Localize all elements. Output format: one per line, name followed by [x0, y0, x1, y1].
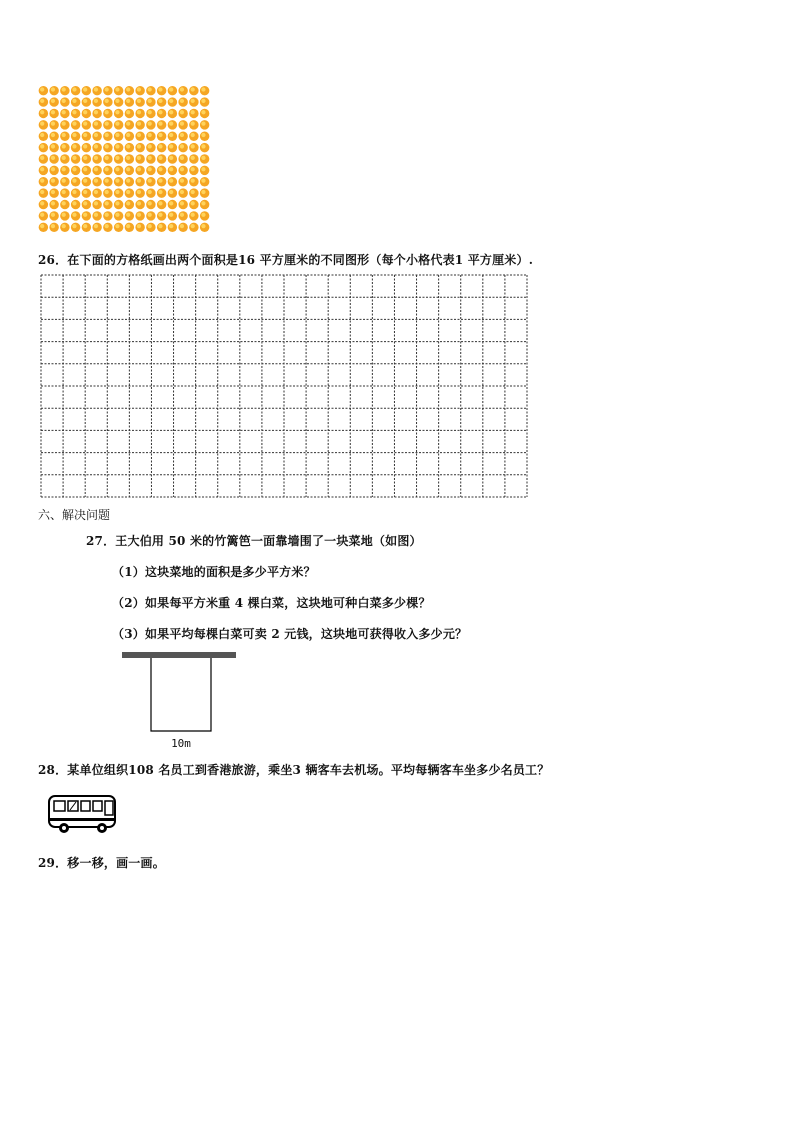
dot-highlight — [180, 99, 184, 103]
dot-highlight — [83, 190, 87, 194]
dot-highlight — [148, 201, 152, 205]
dot-highlight — [83, 87, 87, 91]
dot-highlight — [191, 201, 195, 205]
dot-highlight — [148, 99, 152, 103]
dot-highlight — [83, 99, 87, 103]
bus-image — [47, 793, 119, 835]
dot-highlight — [105, 224, 109, 228]
dot-highlight — [72, 110, 76, 114]
question-26: 26．在下面的方格纸画出两个面积是16 平方厘米的不同图形（每个小格代表1 平方厘米）. — [38, 253, 534, 267]
dot-highlight — [148, 144, 152, 148]
dot-highlight — [94, 144, 98, 148]
dot-highlight — [72, 122, 76, 126]
question-28: 28．某单位组织108 名员工到香港旅游，乘坐3 辆客车去机场。平均每辆客车坐多少名员工？ — [38, 763, 550, 777]
dot-highlight — [137, 213, 141, 217]
dot-highlight — [115, 87, 119, 91]
dot-highlight — [201, 201, 205, 205]
dot-highlight — [72, 213, 76, 217]
dot-highlight — [126, 110, 130, 114]
dot-highlight — [62, 99, 66, 103]
dot-highlight — [83, 122, 87, 126]
dot-highlight — [115, 99, 119, 103]
dot-highlight — [105, 201, 109, 205]
dot-highlight — [115, 133, 119, 137]
dot-highlight — [191, 144, 195, 148]
dot-highlight — [94, 213, 98, 217]
dot-highlight — [62, 190, 66, 194]
dot-highlight — [40, 167, 44, 171]
dot-highlight — [180, 178, 184, 182]
dot-highlight — [40, 133, 44, 137]
dot-highlight — [105, 99, 109, 103]
dot-highlight — [158, 110, 162, 114]
dot-highlight — [158, 178, 162, 182]
section-heading: 六、解决问题 — [38, 508, 111, 522]
dot-highlight — [191, 99, 195, 103]
dot-highlight — [180, 122, 184, 126]
dot-highlight — [137, 144, 141, 148]
dot-highlight — [148, 178, 152, 182]
dot-highlight — [148, 190, 152, 194]
dot-array-image — [38, 85, 210, 233]
wall — [122, 652, 236, 658]
dot-highlight — [62, 224, 66, 228]
dot-highlight — [137, 224, 141, 228]
dot-highlight — [180, 224, 184, 228]
dot-highlight — [94, 201, 98, 205]
dot-highlight — [180, 213, 184, 217]
dot-highlight — [40, 178, 44, 182]
dot-highlight — [169, 167, 173, 171]
dot-highlight — [191, 133, 195, 137]
dot-highlight — [105, 110, 109, 114]
dot-highlight — [180, 133, 184, 137]
dot-highlight — [83, 110, 87, 114]
dot-highlight — [158, 201, 162, 205]
dot-highlight — [51, 224, 55, 228]
dot-highlight — [40, 224, 44, 228]
dot-highlight — [137, 133, 141, 137]
dot-highlight — [72, 144, 76, 148]
dot-highlight — [62, 87, 66, 91]
dot-highlight — [148, 167, 152, 171]
dot-highlight — [158, 167, 162, 171]
dot-highlight — [72, 224, 76, 228]
dot-highlight — [201, 99, 205, 103]
dot-highlight — [40, 122, 44, 126]
dot-highlight — [137, 190, 141, 194]
dot-highlight — [201, 190, 205, 194]
dot-highlight — [169, 133, 173, 137]
dot-highlight — [137, 110, 141, 114]
dot-highlight — [191, 122, 195, 126]
dot-highlight — [169, 224, 173, 228]
dot-highlight — [148, 87, 152, 91]
dot-highlight — [105, 213, 109, 217]
dot-highlight — [94, 190, 98, 194]
dot-highlight — [51, 201, 55, 205]
dot-highlight — [169, 178, 173, 182]
dot-highlight — [126, 201, 130, 205]
dot-highlight — [40, 87, 44, 91]
dot-highlight — [72, 167, 76, 171]
dot-highlight — [126, 156, 130, 160]
dot-highlight — [191, 156, 195, 160]
dot-highlight — [137, 99, 141, 103]
dot-highlight — [40, 156, 44, 160]
dot-highlight — [126, 167, 130, 171]
dot-highlight — [201, 178, 205, 182]
dot-highlight — [201, 213, 205, 217]
dot-highlight — [40, 201, 44, 205]
dot-highlight — [105, 122, 109, 126]
dot-highlight — [115, 190, 119, 194]
dot-highlight — [126, 122, 130, 126]
dot-highlight — [83, 178, 87, 182]
dot-highlight — [126, 190, 130, 194]
dot-highlight — [94, 87, 98, 91]
dot-highlight — [115, 156, 119, 160]
dot-highlight — [201, 133, 205, 137]
dot-highlight — [83, 167, 87, 171]
dot-highlight — [83, 133, 87, 137]
dot-highlight — [105, 167, 109, 171]
dot-highlight — [62, 201, 66, 205]
dot-highlight — [83, 201, 87, 205]
graph-paper-grid — [40, 274, 528, 498]
dot-highlight — [169, 87, 173, 91]
dot-highlight — [126, 87, 130, 91]
fence-outline — [151, 658, 211, 731]
dot-highlight — [201, 144, 205, 148]
dot-highlight — [180, 110, 184, 114]
dot-highlight — [105, 87, 109, 91]
dot-highlight — [40, 213, 44, 217]
garden-figure — [118, 650, 242, 752]
garden-side-length-label: 10m — [171, 737, 191, 750]
dot-highlight — [158, 133, 162, 137]
dot-highlight — [83, 224, 87, 228]
dot-highlight — [158, 87, 162, 91]
dot-highlight — [126, 99, 130, 103]
dot-highlight — [83, 213, 87, 217]
dot-highlight — [62, 122, 66, 126]
dot-highlight — [62, 167, 66, 171]
dot-highlight — [169, 156, 173, 160]
dot-highlight — [105, 156, 109, 160]
dot-highlight — [51, 110, 55, 114]
dot-highlight — [105, 133, 109, 137]
dot-highlight — [137, 201, 141, 205]
question-29: 29．移一移，画一画。 — [38, 856, 165, 870]
dot-highlight — [191, 87, 195, 91]
dot-highlight — [169, 110, 173, 114]
dot-highlight — [51, 87, 55, 91]
dot-highlight — [62, 144, 66, 148]
dot-highlight — [191, 213, 195, 217]
dot-highlight — [62, 156, 66, 160]
dot-highlight — [137, 122, 141, 126]
dot-highlight — [51, 156, 55, 160]
dot-highlight — [72, 190, 76, 194]
dot-highlight — [72, 99, 76, 103]
dot-highlight — [148, 156, 152, 160]
dot-highlight — [158, 190, 162, 194]
dot-highlight — [180, 190, 184, 194]
dot-highlight — [51, 167, 55, 171]
dot-highlight — [40, 144, 44, 148]
dot-highlight — [180, 144, 184, 148]
dot-highlight — [201, 224, 205, 228]
dot-highlight — [201, 110, 205, 114]
dot-highlight — [169, 213, 173, 217]
dot-highlight — [94, 224, 98, 228]
dot-highlight — [158, 99, 162, 103]
dot-highlight — [83, 144, 87, 148]
dot-highlight — [115, 167, 119, 171]
dot-highlight — [72, 156, 76, 160]
dot-highlight — [126, 213, 130, 217]
dot-highlight — [148, 110, 152, 114]
dot-highlight — [180, 201, 184, 205]
dot-highlight — [40, 190, 44, 194]
dot-highlight — [51, 213, 55, 217]
dot-highlight — [201, 87, 205, 91]
dot-highlight — [105, 190, 109, 194]
question-27: 27．王大伯用 50 米的竹篱笆一面靠墙围了一块菜地（如图） — [86, 534, 422, 548]
dot-highlight — [51, 190, 55, 194]
dot-highlight — [94, 99, 98, 103]
dot-highlight — [148, 133, 152, 137]
dot-highlight — [169, 201, 173, 205]
question-27-part-2: （2）如果每平方米重 4 棵白菜，这块地可种白菜多少棵？ — [112, 596, 431, 610]
dot-highlight — [72, 133, 76, 137]
dot-highlight — [126, 224, 130, 228]
dot-highlight — [105, 144, 109, 148]
dot-highlight — [201, 156, 205, 160]
dot-highlight — [94, 133, 98, 137]
dot-highlight — [169, 144, 173, 148]
dot-highlight — [72, 201, 76, 205]
dot-highlight — [158, 213, 162, 217]
dot-highlight — [51, 178, 55, 182]
dot-highlight — [115, 144, 119, 148]
dot-highlight — [158, 224, 162, 228]
dot-highlight — [180, 156, 184, 160]
dot-highlight — [40, 110, 44, 114]
dot-highlight — [115, 224, 119, 228]
dot-highlight — [158, 156, 162, 160]
dot-highlight — [40, 99, 44, 103]
dot-highlight — [51, 122, 55, 126]
dot-highlight — [169, 190, 173, 194]
dot-highlight — [148, 224, 152, 228]
dot-highlight — [191, 224, 195, 228]
dot-highlight — [62, 110, 66, 114]
dot-highlight — [158, 122, 162, 126]
dot-highlight — [126, 178, 130, 182]
dot-highlight — [62, 178, 66, 182]
dot-highlight — [51, 133, 55, 137]
dot-highlight — [94, 156, 98, 160]
question-27-part-3: （3）如果平均每棵白菜可卖 2 元钱，这块地可获得收入多少元？ — [112, 627, 468, 641]
dot-highlight — [115, 213, 119, 217]
dot-highlight — [137, 156, 141, 160]
dot-highlight — [72, 178, 76, 182]
dot-highlight — [148, 213, 152, 217]
dot-highlight — [62, 133, 66, 137]
dot-highlight — [137, 178, 141, 182]
dot-highlight — [169, 122, 173, 126]
dot-highlight — [105, 178, 109, 182]
dot-highlight — [51, 144, 55, 148]
dot-highlight — [148, 122, 152, 126]
question-27-part-1: （1）这块菜地的面积是多少平方米？ — [112, 565, 316, 579]
dot-highlight — [137, 167, 141, 171]
dot-highlight — [115, 110, 119, 114]
dot-highlight — [115, 201, 119, 205]
dot-highlight — [51, 99, 55, 103]
dot-highlight — [72, 87, 76, 91]
dot-highlight — [126, 144, 130, 148]
dot-highlight — [191, 167, 195, 171]
dot-highlight — [94, 122, 98, 126]
dot-highlight — [201, 122, 205, 126]
dot-highlight — [94, 178, 98, 182]
dot-highlight — [126, 133, 130, 137]
dot-highlight — [94, 167, 98, 171]
dot-highlight — [158, 144, 162, 148]
dot-highlight — [115, 122, 119, 126]
dot-highlight — [83, 156, 87, 160]
dot-highlight — [180, 167, 184, 171]
dot-highlight — [180, 87, 184, 91]
dot-highlight — [94, 110, 98, 114]
dot-highlight — [191, 178, 195, 182]
dot-highlight — [62, 213, 66, 217]
dot-highlight — [191, 190, 195, 194]
dot-highlight — [137, 87, 141, 91]
dot-highlight — [191, 110, 195, 114]
dot-highlight — [115, 178, 119, 182]
dot-highlight — [169, 99, 173, 103]
dot-highlight — [201, 167, 205, 171]
